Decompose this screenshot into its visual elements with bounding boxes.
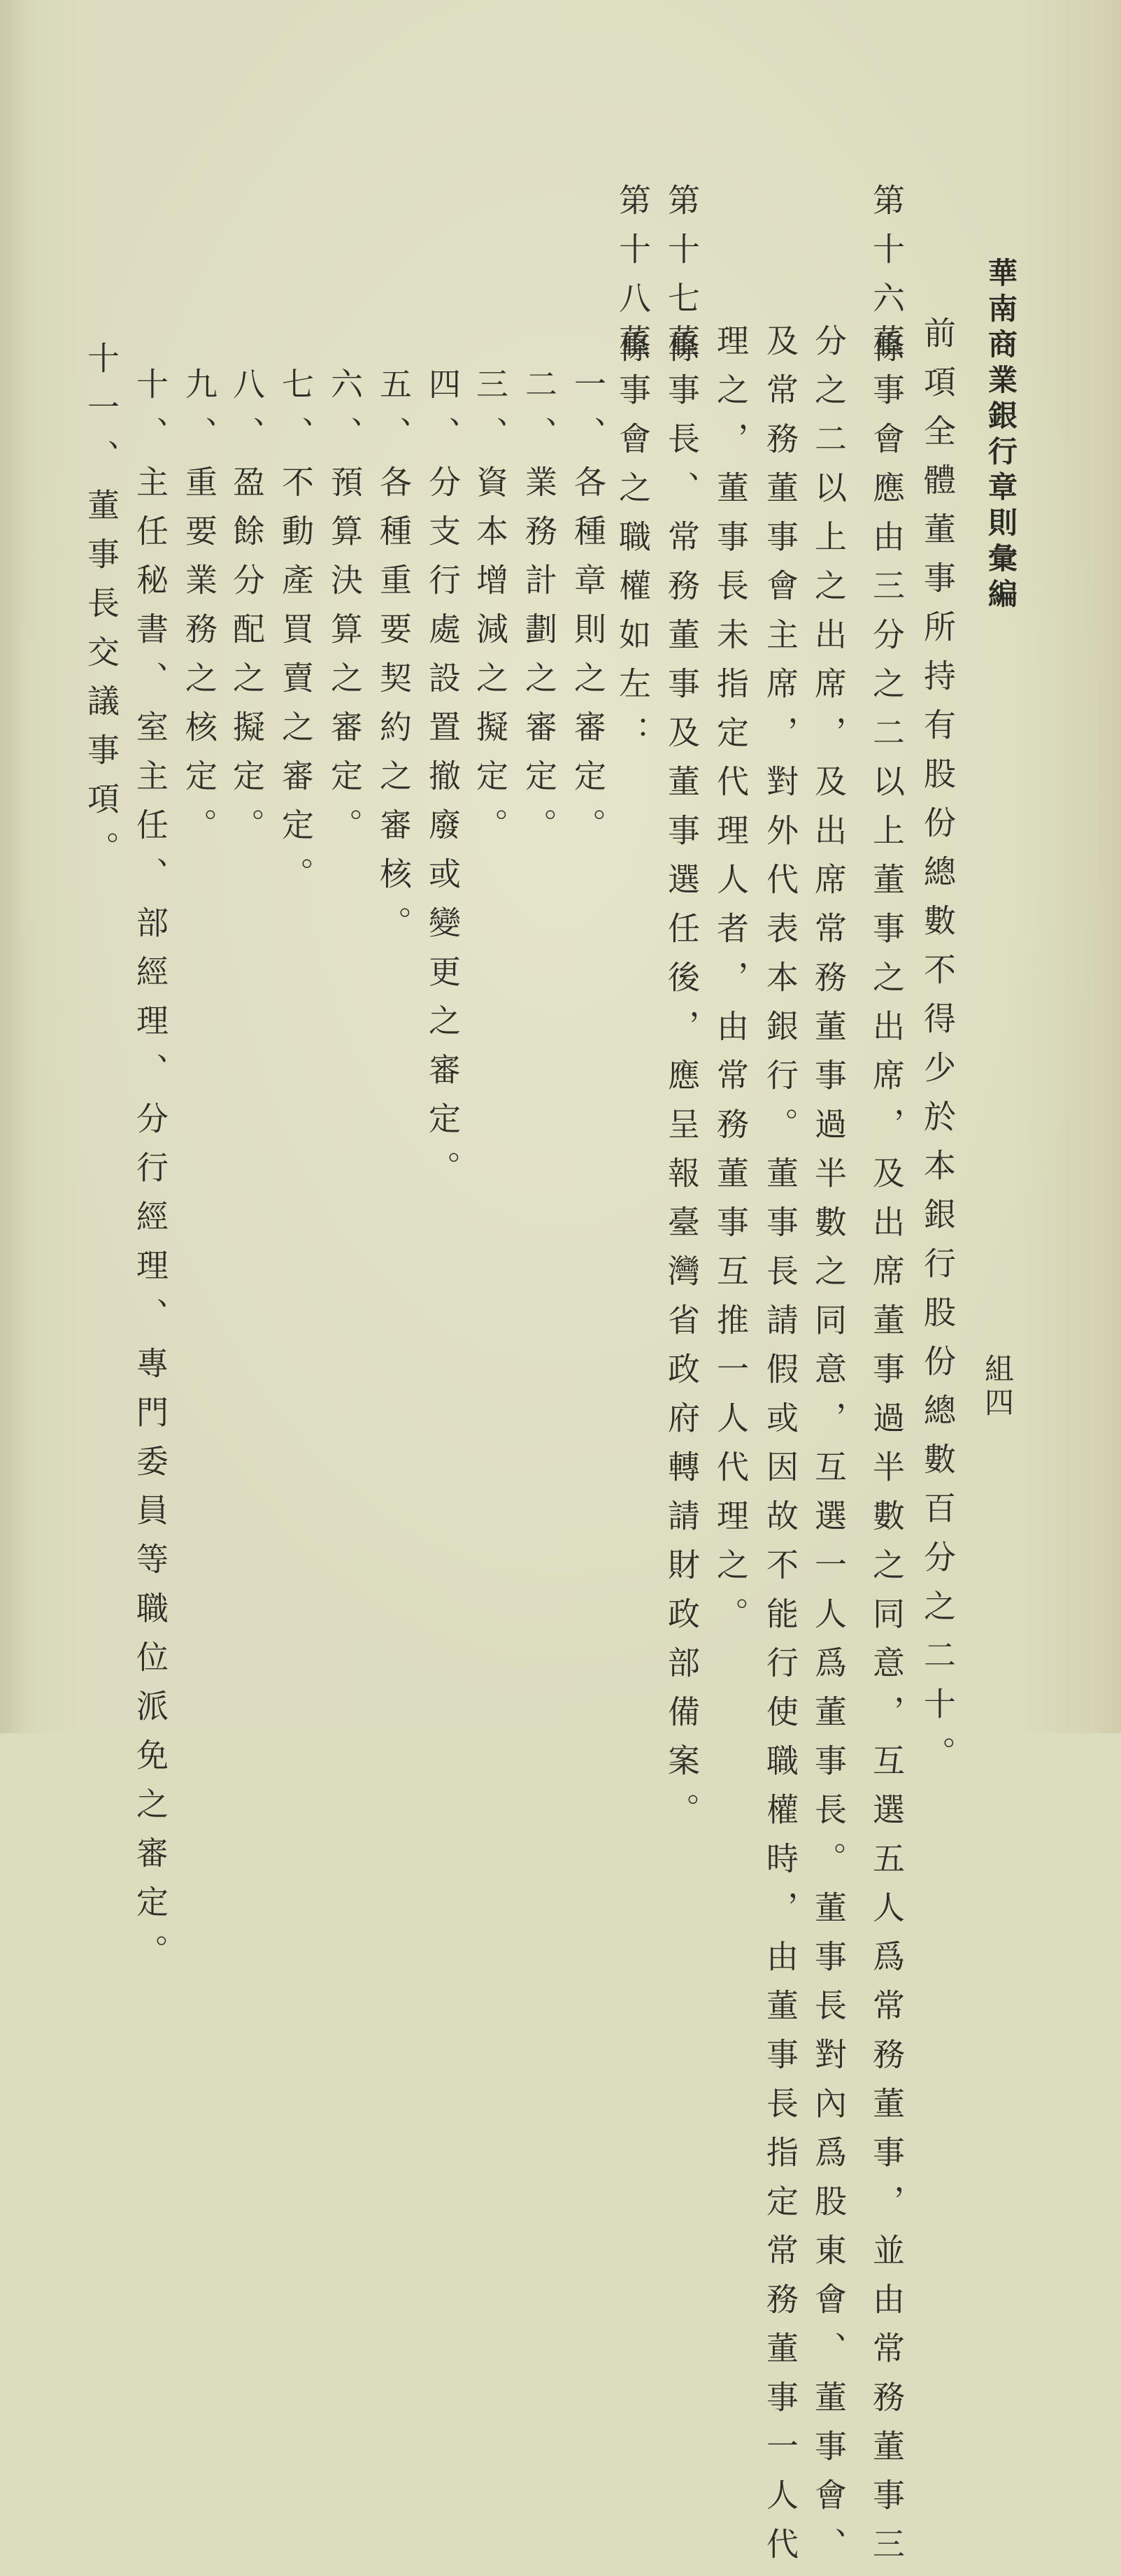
article-18-item-7: 七、不動產買賣之審定。 [277,367,315,906]
article-18-item-2: 二、業務計劃之審定。 [520,367,558,857]
article-18-item-1: 一、各種章則之審定。 [569,367,607,857]
article-18-item-9: 九、重要業務之核定。 [180,367,218,857]
page-marker: 組四 [980,1353,1015,1421]
article-18-item-8: 八、盈餘分配之擬定。 [228,367,266,857]
running-title: 華南商業銀行章則彙編 [984,257,1018,614]
article-18-label: 第十八條 [614,183,652,379]
article-18-item-10: 十、主任秘書、室主任、部經理、分行經理、專門委員等職位派免之審定。 [131,367,169,1983]
article-18-item-3: 三、資本增減之擬定。 [471,367,509,857]
article-17-label: 第十七條 [663,183,701,379]
article-18-item-5: 五、各種重要契約之審核。 [375,367,413,955]
article-18-item-4: 四、分支行處設置撤廢或變更之審定。 [424,367,462,1200]
article-17-line-1: 董事長、常務董事及董事選任後，應呈報臺灣省政府轉請財政部備案。 [663,324,701,1842]
article-16-line-2: 分之二以上之出席，及出席常務董事過半數之同意，互選一人爲董事長。董事長對內爲股東會、董事會、 [810,324,848,2576]
article-18-item-11: 十一、董事長交議事項。 [83,341,120,880]
continuation-paragraph: 前項全體董事所持有股份總數不得少於本銀行股份總數百分之二十。 [919,316,957,1785]
article-16-label: 第十六條 [868,183,906,379]
article-16-line-3: 及常務董事會主席，對外代表本銀行。董事長請假或因故不能行使職權時，由董事長指定常務董事一人代 [762,324,799,2576]
article-18-line-1: 董事會之職權如左： [614,324,652,764]
article-16-line-4: 理之，董事長未指定代理人者，由常務董事互推一人代理之。 [712,324,750,1646]
article-18-item-6: 六、預算決算之審定。 [326,367,364,857]
article-16-line-1: 董事會應由三分之二以上董事之出席，及出席董事過半數之同意，互選五人爲常務董事，並由常務董事三 [868,324,906,2576]
